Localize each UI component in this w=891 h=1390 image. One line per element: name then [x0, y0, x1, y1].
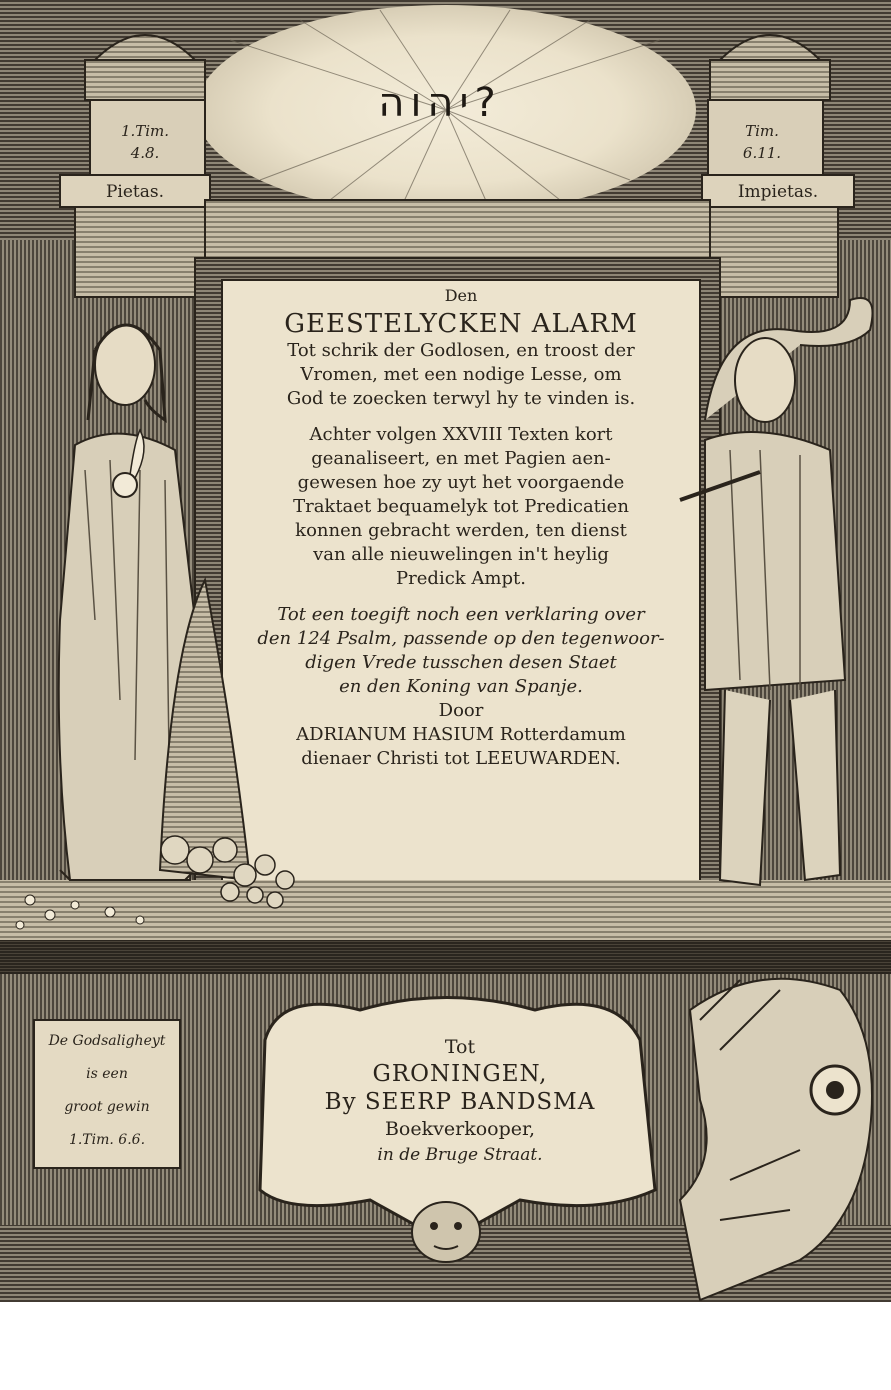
tetragrammaton: יהוה? — [378, 80, 502, 126]
title-line: Tot schrik der Godlosen, en troost der — [287, 340, 635, 361]
title-line-italic: en den Koning van Spanje. — [339, 676, 583, 697]
title-line: God te zoecken terwyl hy te vinden is. — [286, 388, 636, 409]
title-line: Traktaet bequamelyk tot Predicatien — [293, 496, 629, 517]
imprint-line: Tot — [444, 1036, 476, 1058]
title-line-italic: digen Vrede tusschen desen Staet — [305, 652, 617, 673]
title-line: geanaliseert, en met Pagien aen- — [311, 448, 611, 469]
motto-line: is een — [86, 1066, 128, 1082]
title-line-door: Door — [438, 700, 484, 721]
title-line: van alle nieuwelingen in't heylig — [313, 544, 609, 565]
title-line: Achter volgen XXVIII Texten kort — [309, 424, 613, 445]
imprint-publisher: By SEERP BANDSMA — [324, 1089, 596, 1115]
left-pillar-reference-line2: 4.8. — [130, 144, 160, 162]
imprint-text — [280, 1034, 640, 1168]
title-line-den: Den — [444, 286, 478, 305]
title-line: Vromen, met een nodige Lesse, om — [300, 364, 622, 385]
left-pillar-reference — [95, 120, 195, 164]
motto-line: groot gewin — [64, 1099, 150, 1115]
imprint-address: in de Bruge Straat. — [377, 1145, 543, 1165]
motto-line: De Godsaligheyt — [48, 1033, 166, 1049]
author-office-line: dienaer Christi tot LEEUWARDEN. — [301, 748, 621, 769]
title-line: gewesen hoe zy uyt het voorgaende — [297, 472, 625, 493]
imprint-line: Boekverkooper, — [384, 1118, 536, 1140]
imprint-city: GRONINGEN, — [372, 1061, 548, 1087]
title-line-italic: den 124 Psalm, passende op den tegenwoor- — [257, 628, 665, 649]
right-pillar-reference — [712, 120, 812, 164]
right-pillar-reference-line2: 6.11. — [742, 144, 782, 162]
title-line-italic: Tot een toegift noch een verklaring over — [277, 604, 645, 625]
right-pillar-reference-line1: Tim. — [745, 122, 779, 140]
title-line: konnen gebracht werden, ten dienst — [295, 520, 627, 541]
author-line: ADRIANUM HASIUM Rotterdamum — [296, 724, 626, 745]
left-pillar-reference-line1: 1.Tim. — [120, 122, 170, 140]
left-pillar-label: Pietas. — [105, 182, 165, 202]
title-main: GEESTELYCKEN ALARM — [284, 309, 638, 339]
motto-line: 1.Tim. 6.6. — [68, 1132, 146, 1148]
motto-text — [38, 1025, 176, 1157]
mask-ornament — [412, 1202, 480, 1262]
right-pillar-label: Impietas. — [737, 182, 819, 202]
title-line: Predick Ampt. — [396, 568, 526, 589]
title-panel — [222, 280, 700, 886]
